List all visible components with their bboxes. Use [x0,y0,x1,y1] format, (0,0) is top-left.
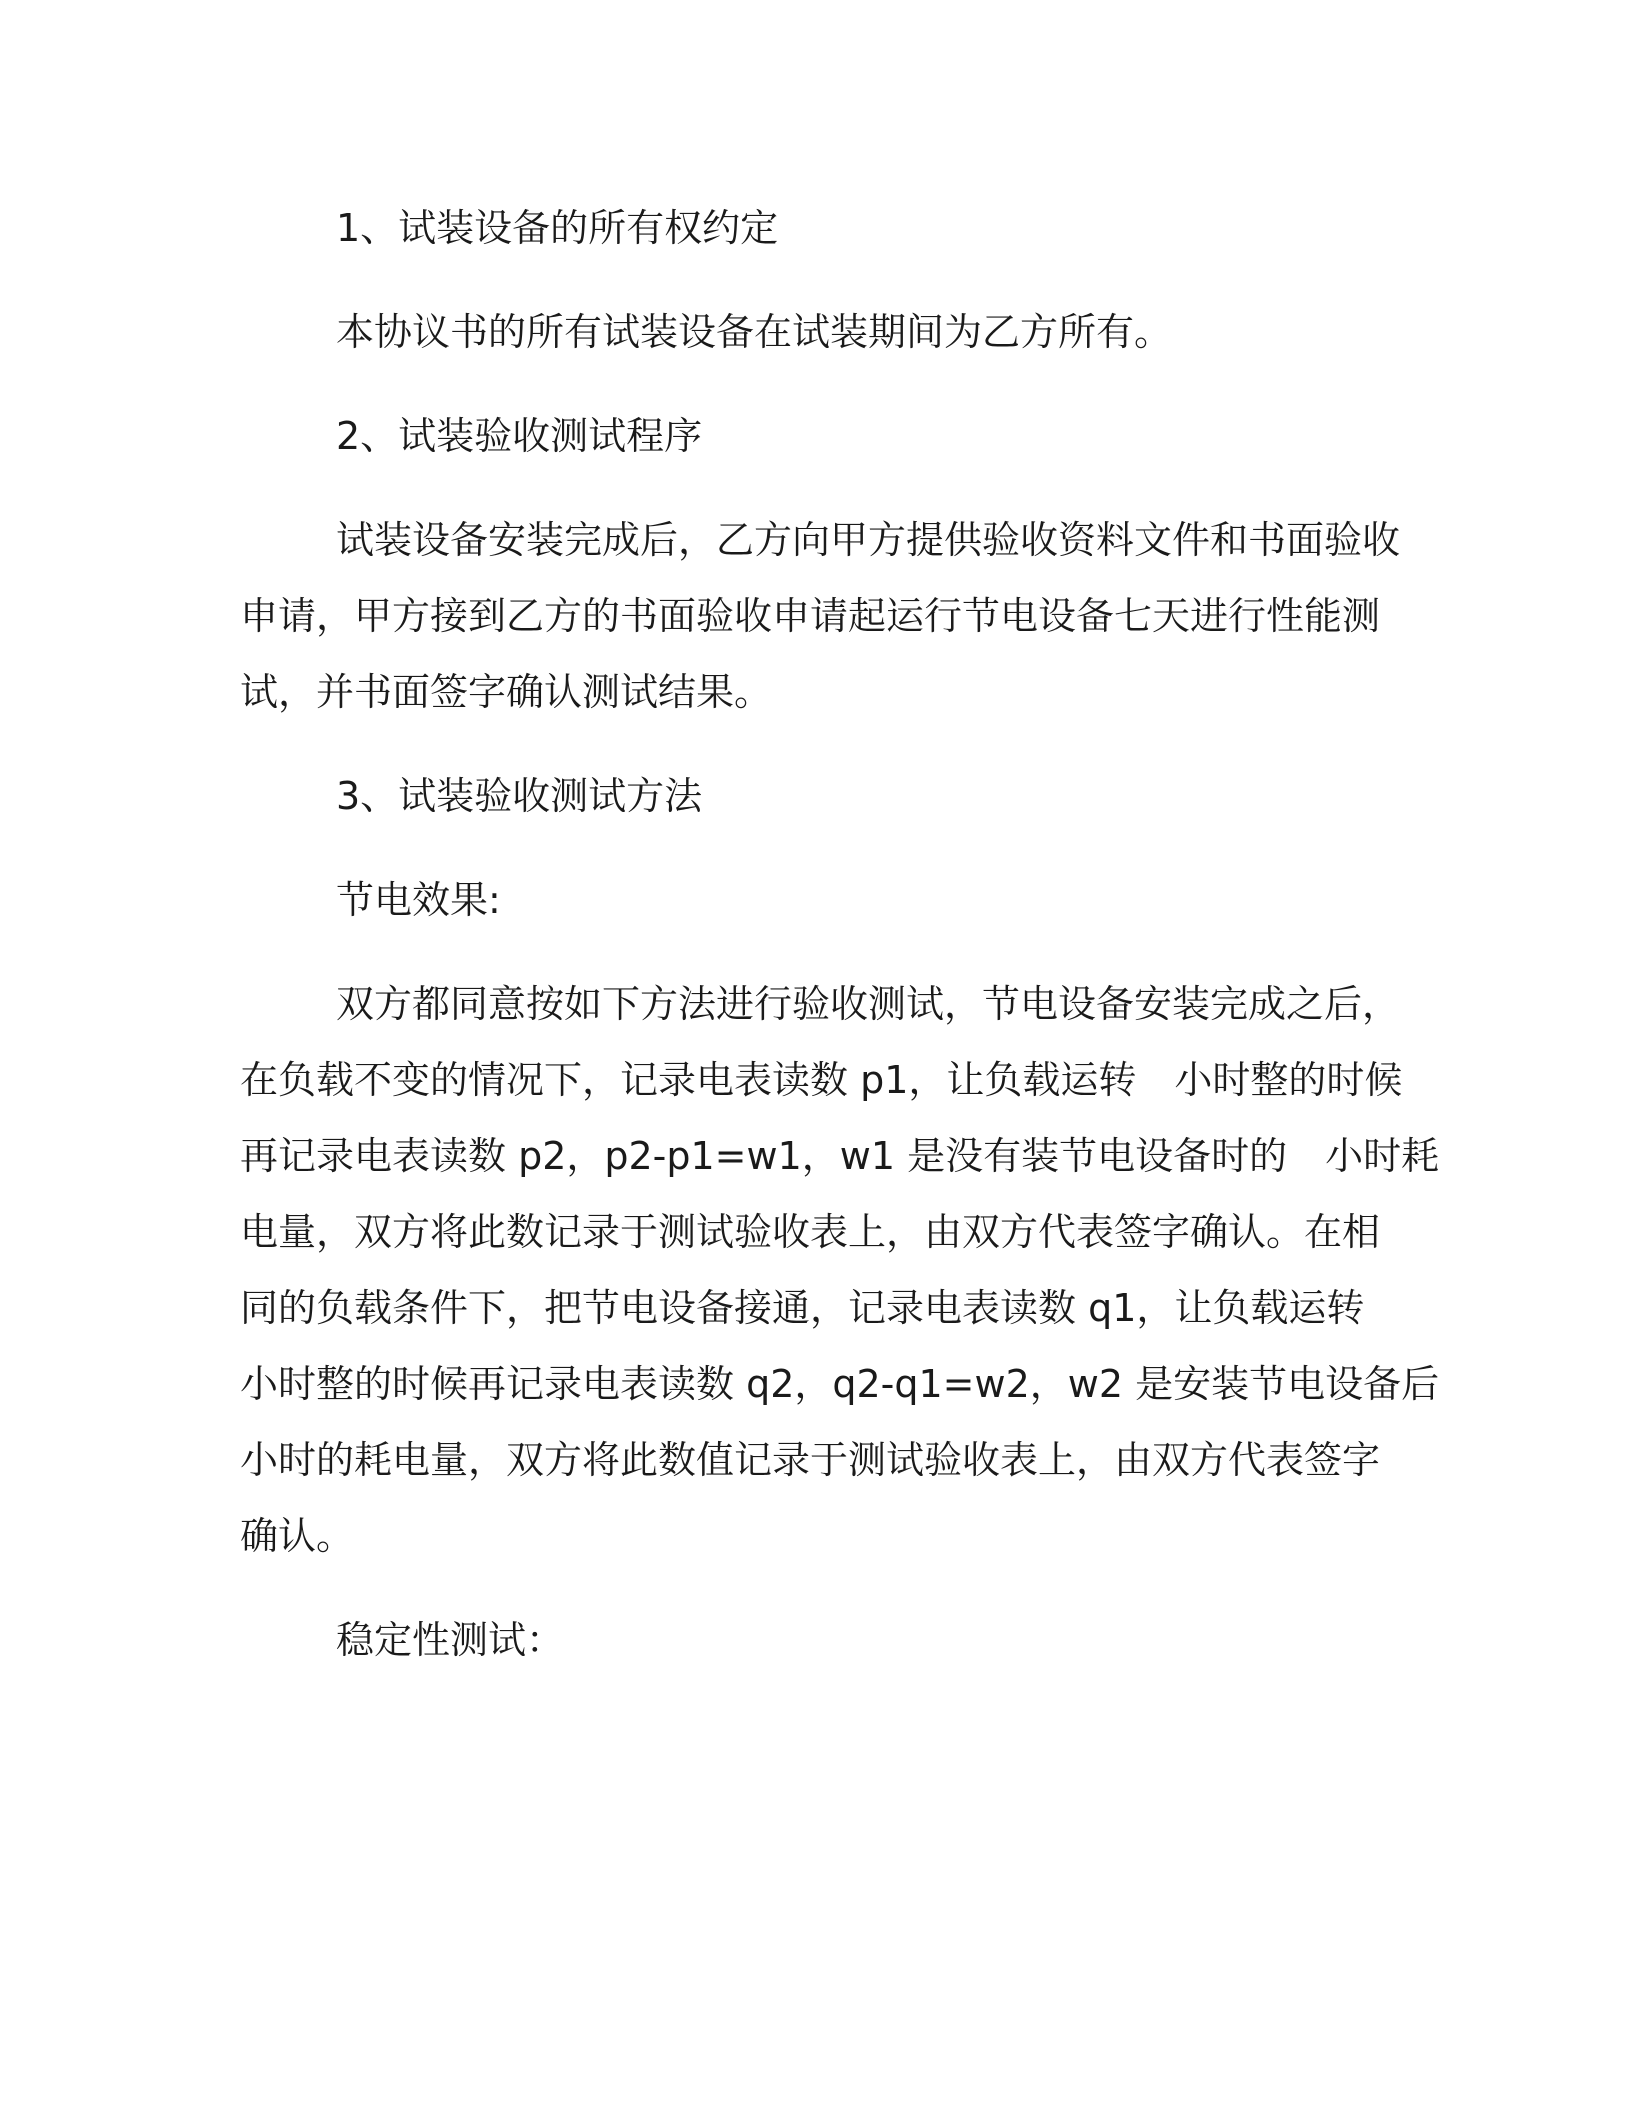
paragraph-line: 在负载不变的情况下，记录电表读数 p1，让负载运转 小时整的时候 [240,1058,1403,1102]
energy-saving-label: 节电效果: [336,878,501,922]
stability-label: 稳定性测试： [336,1618,565,1662]
paragraph-line: 小时的耗电量，双方将此数值记录于测试验收表上，由双方代表签字 [240,1438,1381,1482]
paragraph-line: 申请，甲方接到乙方的书面验收申请起运行节电设备七天进行性能测 [240,594,1381,638]
section-2-heading: 2、试装验收测试程序 [336,414,703,458]
paragraph-line: 同的负载条件下，把节电设备接通，记录电表读数 q1，让负载运转 [240,1286,1365,1330]
section-1-text: 本协议书的所有试装设备在试装期间为乙方所有。 [336,310,1173,354]
document-body [240,190,1440,1678]
paragraph-line: 试装设备安装完成后，乙方向甲方提供验收资料文件和书面验收 [336,518,1401,562]
paragraph-line: 电量，双方将此数记录于测试验收表上，由双方代表签字确认。在相 [240,1210,1381,1254]
section-2-paragraph [240,502,1401,730]
section-3-heading: 3、试装验收测试方法 [336,774,703,818]
paragraph-line: 小时整的时候再记录电表读数 q2，q2-q1=w2，w2 是安装节电设备后 [240,1362,1440,1406]
section-1-heading: 1、试装设备的所有权约定 [336,206,779,250]
energy-saving-paragraph [240,966,1440,1574]
paragraph-line: 试，并书面签字确认测试结果。 [240,670,773,714]
paragraph-line: 确认。 [240,1514,355,1558]
paragraph-line: 再记录电表读数 p2，p2-p1=w1，w1 是没有装节电设备时的 小时耗 [240,1134,1440,1178]
paragraph-line: 双方都同意按如下方法进行验收测试，节电设备安装完成之后， [336,982,1401,1026]
